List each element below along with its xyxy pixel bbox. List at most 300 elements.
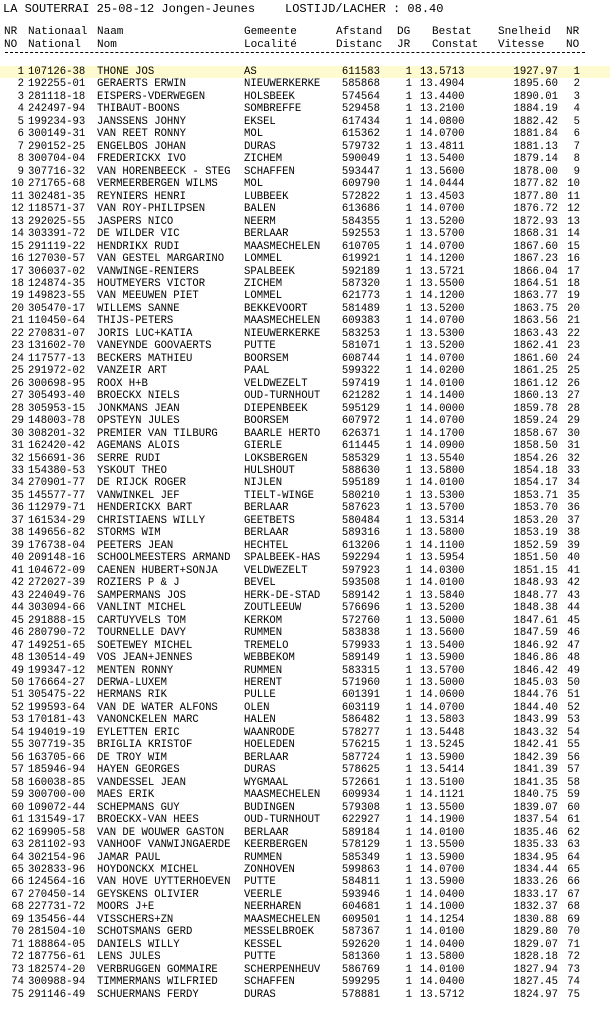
cell-name: JORIS LUC+KATIA (97, 327, 193, 340)
cell-ring-number: 280790-72 (28, 627, 86, 640)
cell-days: 1 (405, 215, 412, 228)
cell-ring-number: 292025-55 (28, 215, 86, 228)
header-national: National (28, 39, 81, 51)
cell-speed: 1848.93 (513, 577, 558, 590)
cell-arrival-time: 13.5800 (420, 527, 465, 540)
cell-ring-number: 303094-66 (28, 602, 86, 615)
cell-rank-right: 64 (567, 851, 580, 864)
cell-arrival-time: 14.0700 (420, 240, 465, 253)
cell-arrival-time: 13.5400 (420, 639, 465, 652)
cell-days: 1 (405, 926, 412, 939)
cell-town: HOLSBEEK (244, 90, 295, 103)
cell-town: LOMMEL (244, 253, 283, 266)
cell-arrival-time: 13.4400 (420, 90, 465, 103)
header-gemeente: Gemeente (244, 26, 297, 38)
cell-rank: 15 (11, 240, 24, 253)
header-jr: JR (397, 39, 411, 51)
cell-days: 1 (405, 265, 412, 278)
cell-distance: 604681 (341, 901, 380, 914)
cell-days: 1 (405, 477, 412, 490)
cell-arrival-time: 14.0200 (420, 365, 465, 378)
cell-name: BROECKX NIELS (97, 390, 180, 403)
cell-town: WAANRODE (244, 726, 295, 739)
cell-rank: 57 (11, 764, 24, 777)
cell-speed: 1877.80 (513, 190, 558, 203)
table-row (0, 527, 610, 539)
table-row (0, 166, 610, 178)
cell-distance: 613206 (341, 539, 380, 552)
cell-ring-number: 162420-42 (28, 440, 86, 453)
table-row (0, 752, 610, 764)
cell-days: 1 (405, 851, 412, 864)
table-row (0, 889, 610, 901)
table-row (0, 677, 610, 689)
cell-ring-number: 291972-02 (28, 365, 86, 378)
cell-speed: 1927.97 (513, 66, 558, 78)
cell-arrival-time: 13.5245 (420, 739, 465, 752)
cell-days: 1 (405, 302, 412, 315)
cell-distance: 585329 (341, 452, 380, 465)
cell-arrival-time: 13.5540 (420, 452, 465, 465)
cell-arrival-time: 13.5000 (420, 614, 465, 627)
cell-rank-right: 33 (567, 465, 580, 477)
cell-days: 1 (405, 639, 412, 652)
cell-speed: 1853.19 (513, 527, 558, 540)
cell-distance: 622927 (341, 814, 380, 827)
cell-name: SERRE RUDI (97, 452, 161, 465)
cell-speed: 1853.20 (513, 514, 558, 527)
cell-days: 1 (405, 452, 412, 465)
cell-distance: 572661 (341, 776, 380, 789)
cell-ring-number: 227731-72 (28, 901, 86, 914)
cell-rank-right: 65 (567, 864, 580, 876)
cell-name: SCHOOLMEESTERS ARMAND (97, 552, 231, 565)
cell-days: 1 (405, 564, 412, 577)
cell-name: HOYDONCKX MICHEL (97, 864, 199, 876)
cell-arrival-time: 13.5300 (420, 489, 465, 502)
cell-name: THONE JOS (97, 66, 155, 78)
cell-speed: 1841.39 (513, 764, 558, 777)
cell-distance: 585868 (341, 78, 380, 91)
cell-name: CHRISTIAENS WILLY (97, 514, 206, 527)
table-row (0, 552, 610, 564)
cell-town: TIELT-WINGE (244, 489, 314, 502)
cell-town: ZICHEM (244, 153, 283, 166)
cell-town: BERLAAR (244, 527, 289, 540)
cell-name: VANLINT MICHEL (97, 602, 187, 615)
cell-town: KERKOM (244, 614, 283, 627)
header-no-right: NO (566, 39, 580, 51)
cell-rank-right: 41 (567, 564, 580, 577)
race-title: LA SOUTERRAI 25-08-12 Jongen-Jeunes (3, 2, 256, 16)
table-row (0, 216, 610, 228)
cell-distance: 585349 (341, 851, 380, 864)
cell-ring-number: 188864-05 (28, 938, 86, 951)
cell-name: TIMMERMANS WILFRIED (97, 976, 218, 989)
cell-rank-right: 8 (573, 153, 580, 166)
cell-name: SCHUERMANS FERDY (97, 988, 199, 1001)
cell-name: VAN HOVE UYTTERHOEVEN (97, 876, 231, 889)
cell-speed: 1877.82 (513, 178, 558, 191)
cell-rank: 18 (11, 277, 24, 290)
cell-distance: 529458 (341, 103, 380, 116)
cell-arrival-time: 13.5500 (420, 277, 465, 290)
cell-town: HOELEDEN (244, 739, 295, 752)
cell-ring-number: 170181-43 (28, 714, 86, 727)
cell-distance: 615362 (341, 128, 380, 141)
cell-town: DURAS (244, 140, 276, 153)
table-row (0, 428, 610, 440)
cell-rank: 35 (11, 489, 24, 502)
cell-ring-number: 291146-49 (28, 988, 86, 1001)
cell-rank-right: 30 (567, 427, 580, 440)
cell-rank-right: 68 (567, 901, 580, 914)
cell-distance: 611583 (341, 66, 380, 78)
cell-ring-number: 176738-04 (28, 539, 86, 552)
cell-rank-right: 54 (567, 726, 580, 739)
cell-rank: 51 (11, 689, 24, 702)
cell-distance: 597923 (341, 564, 380, 577)
table-row (0, 652, 610, 664)
cell-arrival-time: 14.0700 (420, 415, 465, 428)
cell-name: BECKERS MATHIEU (97, 352, 193, 365)
table-row (0, 689, 610, 701)
cell-arrival-time: 13.5713 (420, 66, 465, 78)
cell-rank: 58 (11, 776, 24, 789)
cell-rank: 19 (11, 290, 24, 303)
cell-town: BERLAAR (244, 826, 289, 839)
cell-speed: 1854.18 (513, 465, 558, 477)
cell-name: BROECKX-VAN HEES (97, 814, 199, 827)
cell-days: 1 (405, 714, 412, 727)
cell-days: 1 (405, 103, 412, 116)
table-row (0, 926, 610, 938)
cell-speed: 1835.46 (513, 826, 558, 839)
cell-town: MAASMECHELEN (244, 315, 321, 328)
cell-town: BEKKEVOORT (244, 302, 308, 315)
cell-days: 1 (405, 115, 412, 128)
cell-speed: 1852.59 (513, 539, 558, 552)
cell-rank: 61 (11, 814, 24, 827)
table-row (0, 353, 610, 365)
cell-rank: 20 (11, 302, 24, 315)
cell-rank: 53 (11, 714, 24, 727)
cell-speed: 1858.67 (513, 427, 558, 440)
cell-rank: 10 (11, 178, 24, 191)
cell-town: TREMELO (244, 639, 289, 652)
cell-speed: 1890.01 (513, 90, 558, 103)
cell-speed: 1829.80 (513, 926, 558, 939)
header-vitesse: Vitesse (498, 39, 545, 51)
cell-rank-right: 16 (567, 253, 580, 266)
cell-distance: 593946 (341, 888, 380, 901)
cell-name: VERMEERBERGEN WILMS (97, 178, 218, 191)
cell-distance: 608744 (341, 352, 380, 365)
cell-rank-right: 71 (567, 938, 580, 951)
cell-ring-number: 199347-12 (28, 664, 86, 677)
cell-arrival-time: 13.5700 (420, 502, 465, 515)
cell-distance: 621282 (341, 390, 380, 403)
cell-rank-right: 73 (567, 963, 580, 976)
cell-arrival-time: 13.5600 (420, 627, 465, 640)
results-table (0, 66, 610, 1001)
table-row (0, 627, 610, 639)
cell-distance: 576215 (341, 739, 380, 752)
cell-rank: 6 (17, 128, 24, 141)
cell-days: 1 (405, 390, 412, 403)
cell-arrival-time: 13.5200 (420, 602, 465, 615)
cell-rank: 66 (11, 876, 24, 889)
cell-arrival-time: 13.4904 (420, 78, 465, 91)
cell-ring-number: 149656-82 (28, 527, 86, 540)
cell-arrival-time: 13.5100 (420, 776, 465, 789)
cell-arrival-time: 14.0700 (420, 203, 465, 216)
header-nr-right: NR (566, 26, 580, 38)
cell-rank: 32 (11, 452, 24, 465)
cell-arrival-time: 13.5900 (420, 652, 465, 665)
cell-rank-right: 46 (567, 627, 580, 640)
cell-name: DERWA-LUXEM (97, 676, 167, 689)
cell-ring-number: 182574-20 (28, 963, 86, 976)
cell-rank-right: 5 (573, 115, 580, 128)
cell-days: 1 (405, 664, 412, 677)
cell-name: SOETEWEY MICHEL (97, 639, 193, 652)
cell-speed: 1847.59 (513, 627, 558, 640)
cell-days: 1 (405, 539, 412, 552)
cell-days: 1 (405, 489, 412, 502)
cell-days: 1 (405, 228, 412, 241)
table-row (0, 951, 610, 963)
cell-town: OUD-TURNHOUT (244, 390, 321, 403)
cell-rank-right: 21 (567, 315, 580, 328)
cell-rank: 48 (11, 652, 24, 665)
cell-days: 1 (405, 502, 412, 515)
cell-rank: 29 (11, 415, 24, 428)
cell-rank-right: 31 (567, 440, 580, 453)
cell-distance: 579308 (341, 801, 380, 814)
cell-town: PULLE (244, 689, 276, 702)
cell-rank-right: 61 (567, 814, 580, 827)
cell-rank-right: 20 (567, 302, 580, 315)
cell-distance: 578129 (341, 839, 380, 852)
cell-distance: 610705 (341, 240, 380, 253)
table-row (0, 839, 610, 851)
cell-rank-right: 40 (567, 552, 580, 565)
cell-days: 1 (405, 178, 412, 191)
cell-name: VOS JEAN+JENNES (97, 652, 193, 665)
cell-rank-right: 63 (567, 839, 580, 852)
cell-days: 1 (405, 78, 412, 91)
cell-rank-right: 55 (567, 739, 580, 752)
cell-days: 1 (405, 876, 412, 889)
cell-rank: 55 (11, 739, 24, 752)
header-dg: DG (397, 26, 411, 38)
cell-distance: 588630 (341, 465, 380, 477)
cell-arrival-time: 14.0100 (420, 577, 465, 590)
cell-days: 1 (405, 888, 412, 901)
cell-rank: 47 (11, 639, 24, 652)
cell-arrival-time: 13.5448 (420, 726, 465, 739)
cell-speed: 1844.76 (513, 689, 558, 702)
cell-arrival-time: 14.0400 (420, 938, 465, 951)
cell-town: MOL (244, 178, 264, 191)
cell-ring-number: 300988-94 (28, 976, 86, 989)
table-row (0, 303, 610, 315)
cell-distance: 587367 (341, 926, 380, 939)
cell-rank-right: 37 (567, 514, 580, 527)
cell-rank: 54 (11, 726, 24, 739)
cell-name: THIJS-PETERS (97, 315, 174, 328)
cell-rank-right: 29 (567, 415, 580, 428)
cell-rank-right: 60 (567, 801, 580, 814)
cell-rank: 59 (11, 789, 24, 802)
cell-town: VELDWEZELT (244, 564, 308, 577)
cell-ring-number: 305470-17 (28, 302, 86, 315)
table-row (0, 340, 610, 352)
cell-name: VAN DE WOUWER GASTON (97, 826, 225, 839)
cell-rank-right: 27 (567, 390, 580, 403)
cell-distance: 572760 (341, 614, 380, 627)
header-snelheid: Snelheid (498, 26, 551, 38)
cell-days: 1 (405, 864, 412, 876)
cell-speed: 1881.13 (513, 140, 558, 153)
cell-speed: 1844.40 (513, 701, 558, 714)
cell-ring-number: 109072-44 (28, 801, 86, 814)
cell-town: LOKSBERGEN (244, 452, 308, 465)
table-row (0, 390, 610, 402)
cell-name: FREDERICKX IVO (97, 153, 187, 166)
cell-days: 1 (405, 789, 412, 802)
cell-rank-right: 50 (567, 676, 580, 689)
cell-distance: 593508 (341, 577, 380, 590)
cell-rank: 31 (11, 440, 24, 453)
cell-town: DURAS (244, 764, 276, 777)
cell-distance: 599322 (341, 365, 380, 378)
cell-town: BALEN (244, 203, 276, 216)
cell-name: HERMANS RIK (97, 689, 167, 702)
cell-name: VAN REET RONNY (97, 128, 187, 141)
cell-ring-number: 302154-96 (28, 851, 86, 864)
cell-ring-number: 192255-01 (28, 78, 86, 91)
cell-speed: 1828.18 (513, 951, 558, 964)
cell-town: EKSEL (244, 115, 276, 128)
cell-distance: 587320 (341, 277, 380, 290)
cell-distance: 583253 (341, 327, 380, 340)
table-row (0, 477, 610, 489)
cell-arrival-time: 13.5400 (420, 153, 465, 166)
cell-rank-right: 6 (573, 128, 580, 141)
cell-ring-number: 161534-29 (28, 514, 86, 527)
cell-rank: 42 (11, 577, 24, 590)
release-time: LOSTIJD/LACHER : 08.40 (285, 2, 444, 16)
cell-days: 1 (405, 652, 412, 665)
table-row (0, 253, 610, 265)
cell-arrival-time: 14.1900 (420, 814, 465, 827)
cell-rank-right: 52 (567, 701, 580, 714)
cell-rank: 52 (11, 701, 24, 714)
cell-arrival-time: 14.1000 (420, 901, 465, 914)
cell-rank: 21 (11, 315, 24, 328)
cell-distance: 574564 (341, 90, 380, 103)
cell-speed: 1860.13 (513, 390, 558, 403)
cell-town: PAAL (244, 365, 270, 378)
table-row (0, 116, 610, 128)
cell-rank-right: 34 (567, 477, 580, 490)
cell-distance: 589142 (341, 589, 380, 602)
cell-arrival-time: 13.5200 (420, 340, 465, 353)
cell-distance: 626371 (341, 427, 380, 440)
cell-distance: 581071 (341, 340, 380, 353)
cell-ring-number: 169905-58 (28, 826, 86, 839)
cell-ring-number: 149251-65 (28, 639, 86, 652)
table-row (0, 415, 610, 427)
cell-arrival-time: 13.5200 (420, 215, 465, 228)
cell-days: 1 (405, 826, 412, 839)
cell-rank: 30 (11, 427, 24, 440)
table-row (0, 365, 610, 377)
cell-town: DURAS (244, 988, 276, 1001)
cell-speed: 1863.43 (513, 327, 558, 340)
cell-rank-right: 24 (567, 352, 580, 365)
cell-town: HECHTEL (244, 539, 289, 552)
cell-distance: 601391 (341, 689, 380, 702)
table-row (0, 901, 610, 913)
table-row (0, 378, 610, 390)
cell-arrival-time: 13.5500 (420, 801, 465, 814)
cell-days: 1 (405, 938, 412, 951)
cell-town: BEVEL (244, 577, 276, 590)
cell-rank-right: 3 (573, 90, 580, 103)
cell-speed: 1867.60 (513, 240, 558, 253)
cell-town: BERLAAR (244, 502, 289, 515)
cell-rank: 22 (11, 327, 24, 340)
cell-speed: 1833.26 (513, 876, 558, 889)
cell-town: ZOUTLEEUW (244, 602, 302, 615)
cell-speed: 1832.37 (513, 901, 558, 914)
cell-ring-number: 270450-14 (28, 888, 86, 901)
cell-ring-number: 160038-85 (28, 776, 86, 789)
cell-distance: 617434 (341, 115, 380, 128)
cell-rank-right: 28 (567, 402, 580, 415)
cell-name: VANWINKEL JEF (97, 489, 180, 502)
cell-rank-right: 32 (567, 452, 580, 465)
cell-speed: 1854.26 (513, 452, 558, 465)
cell-town: KESSEL (244, 938, 283, 951)
cell-days: 1 (405, 514, 412, 527)
cell-arrival-time: 13.5803 (420, 714, 465, 727)
cell-name: SAMPERMANS JOS (97, 589, 187, 602)
cell-rank-right: 25 (567, 365, 580, 378)
cell-days: 1 (405, 440, 412, 453)
cell-arrival-time: 13.5800 (420, 951, 465, 964)
table-row (0, 66, 610, 78)
header-naam: Naam (97, 26, 124, 38)
table-row (0, 266, 610, 278)
cell-town: AS (244, 66, 257, 78)
cell-ring-number: 209148-16 (28, 552, 86, 565)
cell-town: NEERHAREN (244, 901, 302, 914)
cell-rank-right: 14 (567, 228, 580, 241)
cell-name: GERAERTS ERWIN (97, 78, 187, 91)
cell-name: JANSSENS JOHNY (97, 115, 187, 128)
table-row (0, 440, 610, 452)
cell-rank: 71 (11, 938, 24, 951)
cell-speed: 1861.12 (513, 377, 558, 390)
cell-town: MOL (244, 128, 264, 141)
table-row (0, 702, 610, 714)
table-row (0, 91, 610, 103)
cell-ring-number: 300700-00 (28, 789, 86, 802)
